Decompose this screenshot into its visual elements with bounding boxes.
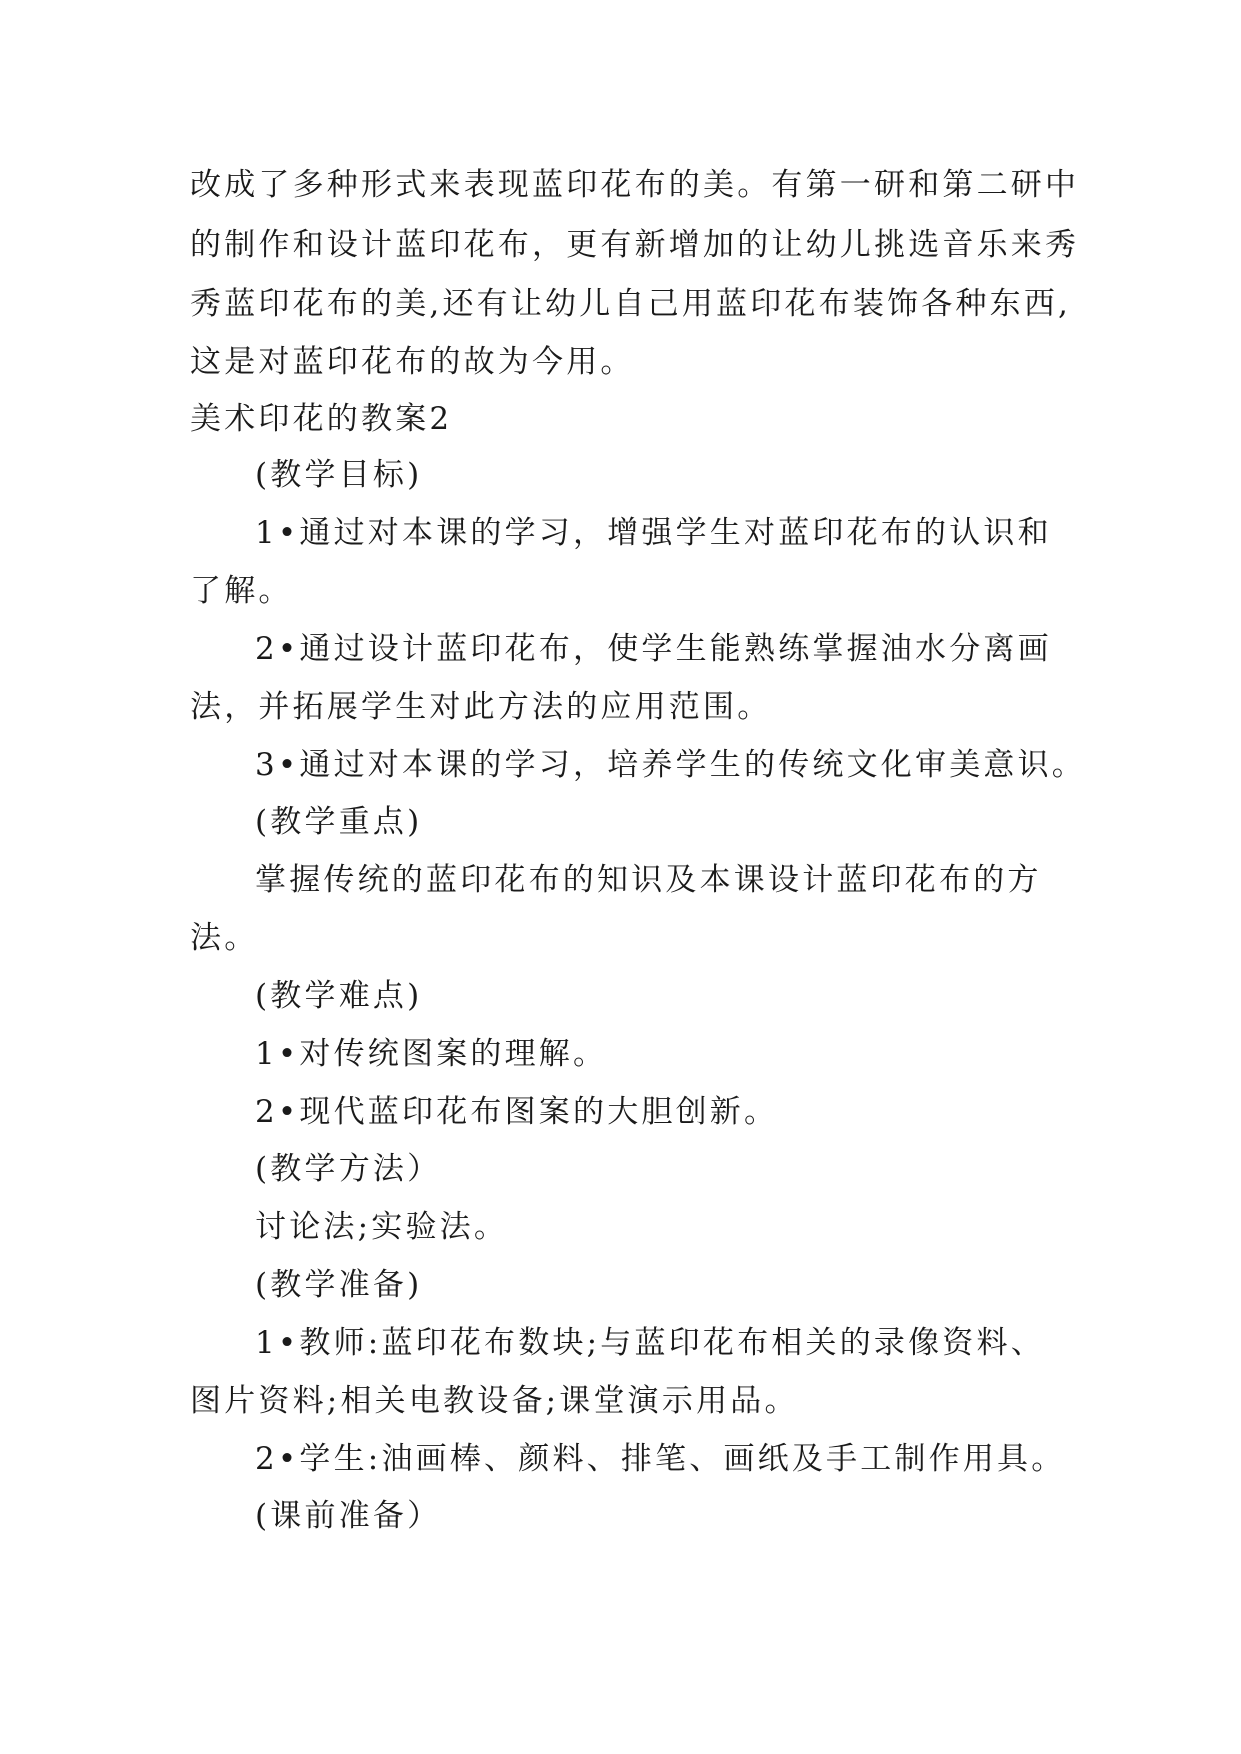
section-heading: 美术印花的教案2 <box>190 401 453 437</box>
paragraph-line: 的制作和设计蓝印花布，更有新增加的让幼儿挑选音乐来秀 <box>190 227 1080 263</box>
list-item: 2•现代蓝印花布图案的大胆创新。 <box>255 1094 779 1130</box>
paragraph-line: 掌握传统的蓝印花布的知识及本课设计蓝印花布的方 <box>255 862 1042 898</box>
list-item: 1•对传统图案的理解。 <box>255 1036 608 1072</box>
subsection-heading: (教学目标) <box>255 457 423 493</box>
paragraph-line: 改成了多种形式来表现蓝印花布的美。有第一研和第二研中 <box>190 167 1080 203</box>
subsection-heading: (教学难点) <box>255 978 423 1014</box>
list-item-continuation: 了解。 <box>190 573 293 609</box>
paragraph-line: 秀蓝印花布的美,还有让幼儿自己用蓝印花布装饰各种东西, <box>190 286 1072 322</box>
list-item: 1•教师:蓝印花布数块;与蓝印花布相关的录像资料、 <box>255 1325 1045 1361</box>
list-item: 2•学生:油画棒、颜料、排笔、画纸及手工制作用具。 <box>255 1441 1066 1477</box>
paragraph-line: 这是对蓝印花布的故为今用。 <box>190 344 635 380</box>
subsection-heading: (课前准备） <box>255 1498 442 1534</box>
list-item-continuation: 法，并拓展学生对此方法的应用范围。 <box>190 689 772 725</box>
list-item: 3•通过对本课的学习，培养学生的传统文化审美意识。 <box>255 747 1087 783</box>
paragraph-line: 讨论法;实验法。 <box>255 1209 509 1245</box>
subsection-heading: (教学方法） <box>255 1151 442 1187</box>
list-item-continuation: 图片资料;相关电教设备;课堂演示用品。 <box>190 1383 799 1419</box>
list-item: 1•通过对本课的学习，增强学生对蓝印花布的认识和 <box>255 515 1052 551</box>
subsection-heading: (教学重点) <box>255 804 423 840</box>
paragraph-line: 法。 <box>190 920 259 956</box>
subsection-heading: (教学准备) <box>255 1267 423 1303</box>
list-item: 2•通过设计蓝印花布，使学生能熟练掌握油水分离画 <box>255 631 1052 667</box>
